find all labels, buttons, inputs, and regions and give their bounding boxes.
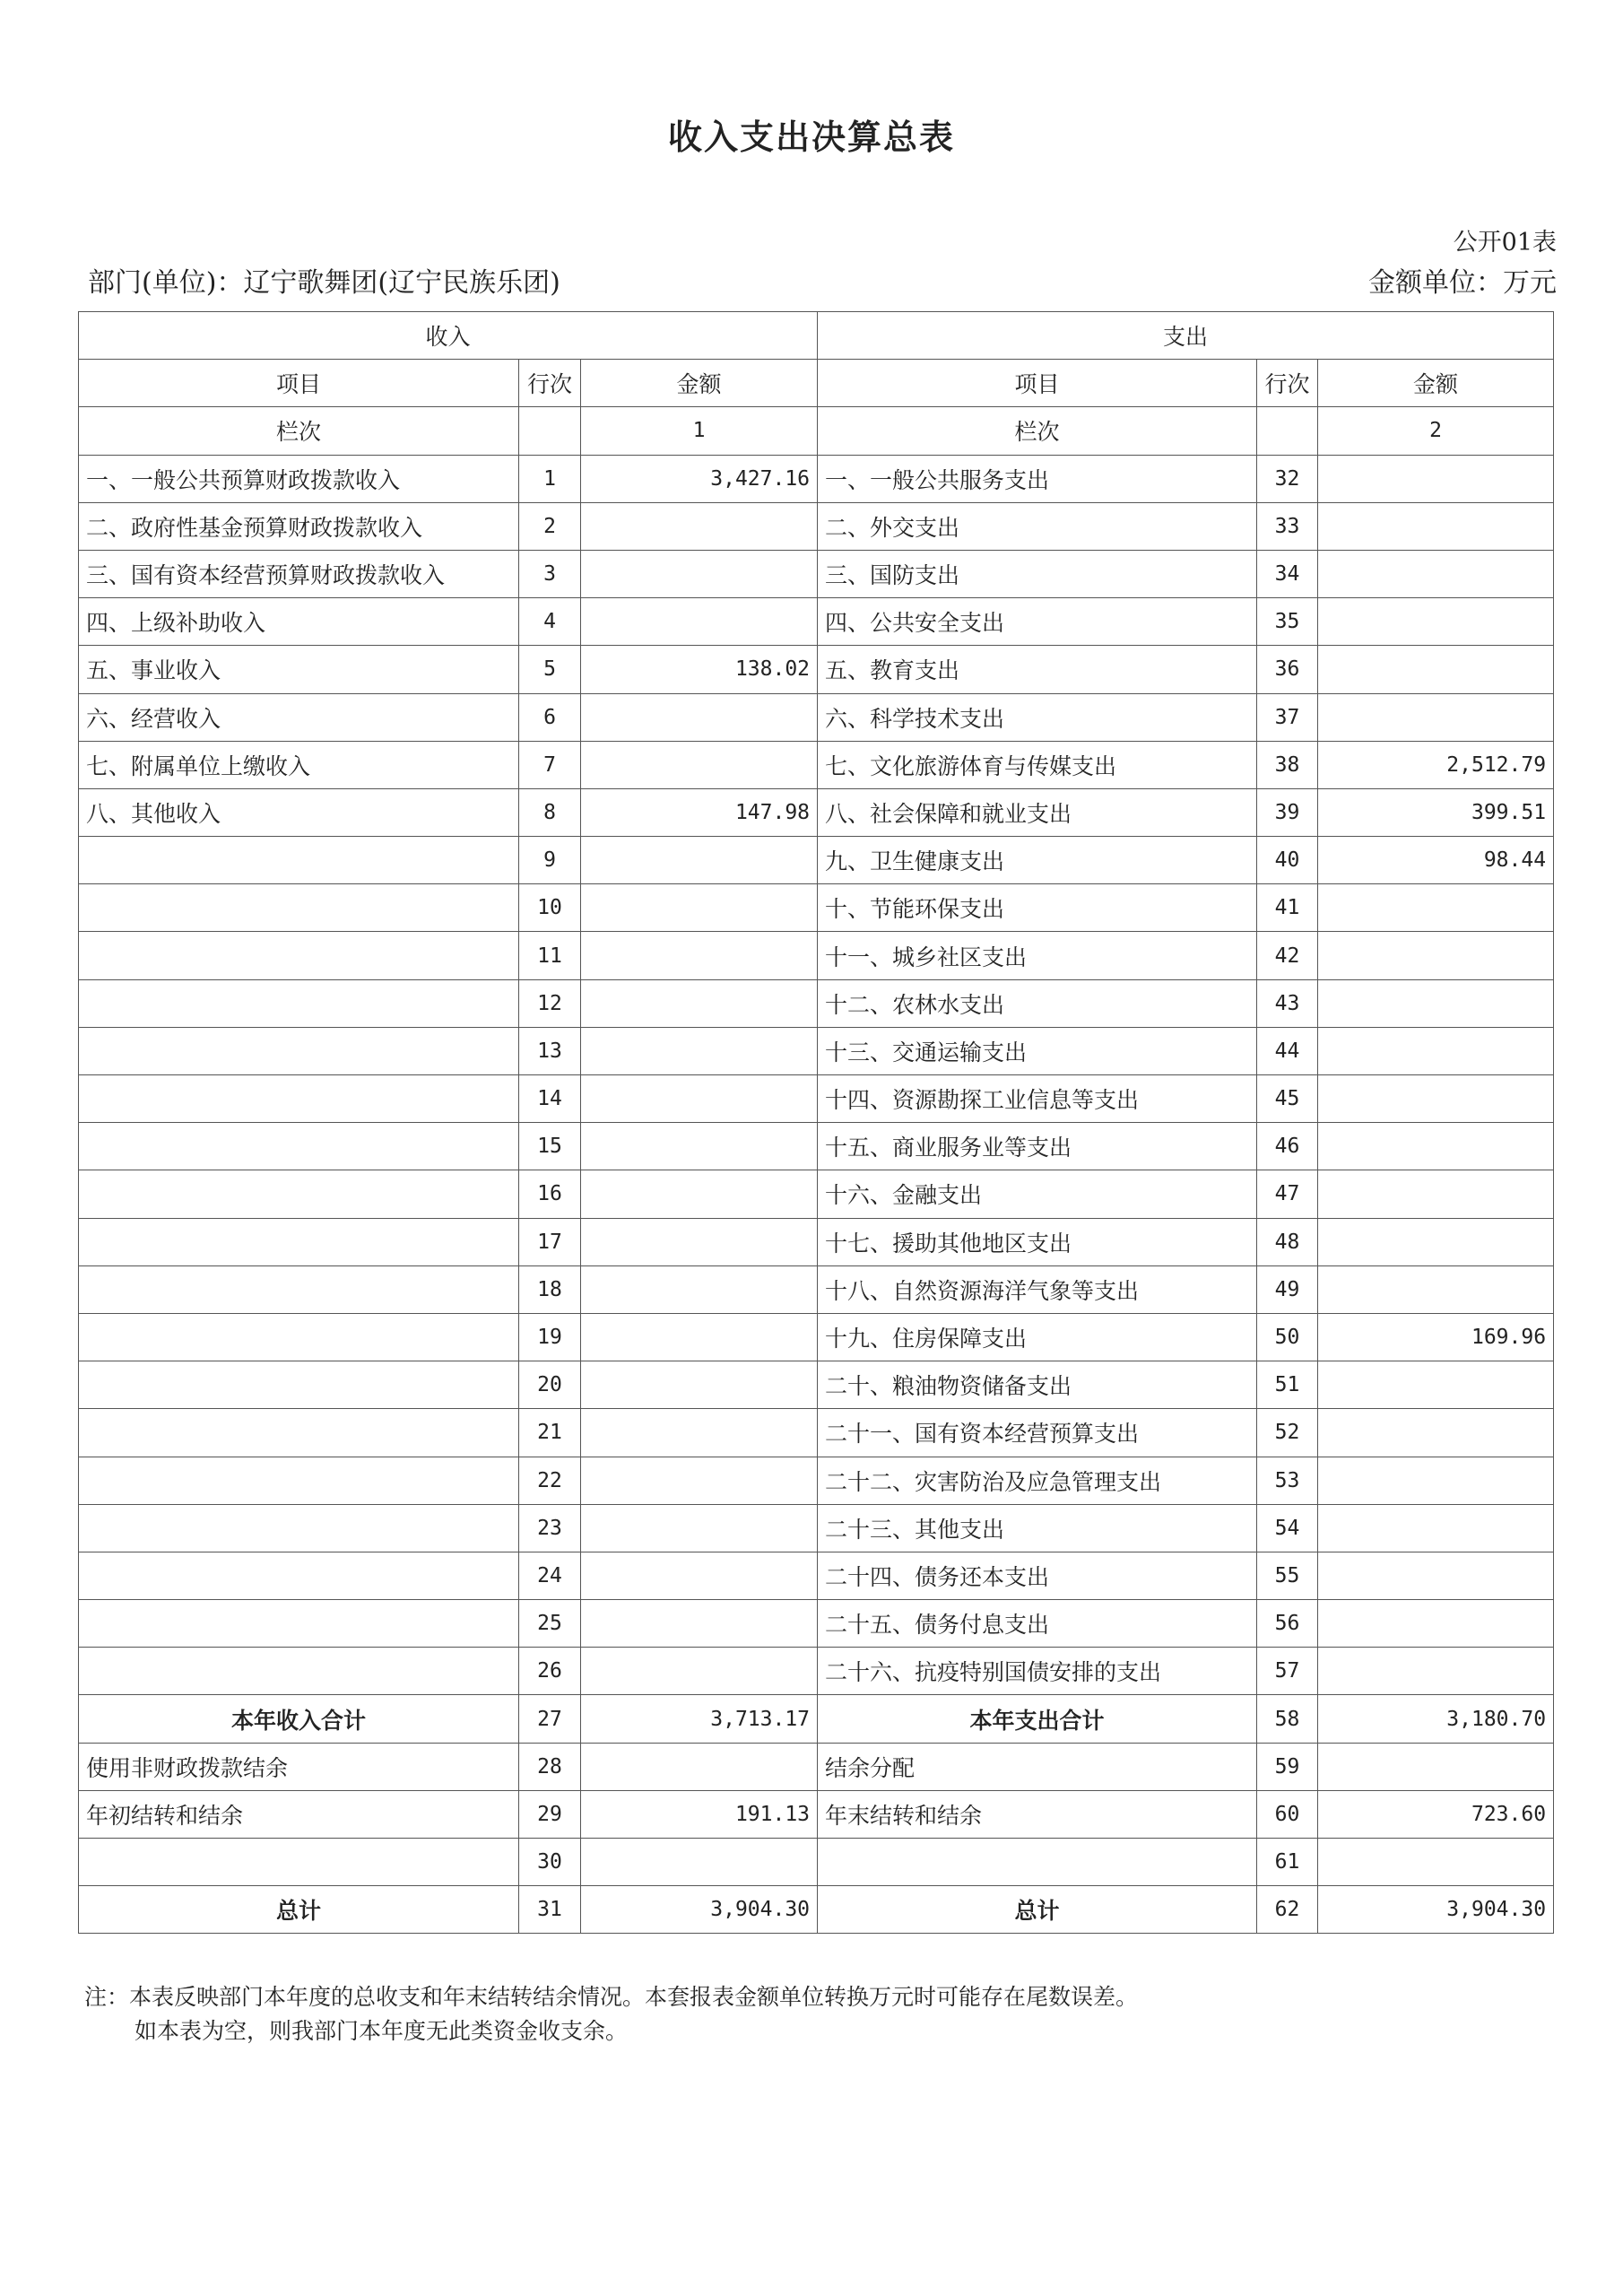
expense-item-cell: 二十一、国有资本经营预算支出 bbox=[818, 1409, 1257, 1457]
table-row bbox=[79, 837, 1554, 884]
table-row bbox=[79, 455, 1554, 502]
expense-item-cell: 十六、金融支出 bbox=[818, 1170, 1257, 1218]
expense-rowno-cell: 53 bbox=[1257, 1457, 1318, 1504]
income-item-cell bbox=[79, 1648, 519, 1695]
expense-rowno-cell: 32 bbox=[1257, 455, 1318, 502]
subtotal-row bbox=[79, 1695, 1554, 1743]
income-item-cell bbox=[79, 1313, 519, 1361]
income-item-cell bbox=[79, 1409, 519, 1457]
expense-amount-cell bbox=[1318, 1123, 1554, 1170]
expense-amount-cell bbox=[1318, 598, 1554, 646]
income-item-cell bbox=[79, 1457, 519, 1504]
expense-amount-cell: 98.44 bbox=[1318, 837, 1554, 884]
expense-item-cell: 十七、援助其他地区支出 bbox=[818, 1218, 1257, 1265]
income-item-cell bbox=[79, 979, 519, 1027]
expense-amount-cell bbox=[1318, 646, 1554, 693]
income-rowno-cell: 25 bbox=[519, 1600, 581, 1648]
table-row bbox=[79, 1409, 1554, 1457]
income-column-index: 1 bbox=[581, 407, 818, 455]
expense-item-cell: 二十、粮油物资储备支出 bbox=[818, 1361, 1257, 1409]
income-item-cell: 四、上级补助收入 bbox=[79, 598, 519, 646]
expense-rowno-cell: 59 bbox=[1257, 1743, 1318, 1790]
expense-rowno-cell: 55 bbox=[1257, 1552, 1318, 1599]
table-row bbox=[79, 884, 1554, 932]
expense-column-index: 2 bbox=[1318, 407, 1554, 455]
table-row bbox=[79, 1839, 1554, 1886]
income-item-cell: 六、经营收入 bbox=[79, 693, 519, 741]
income-amount-cell bbox=[581, 1504, 818, 1552]
income-amount-header: 金额 bbox=[581, 360, 818, 407]
expense-total-label: 总计 bbox=[818, 1886, 1257, 1934]
income-amount-cell bbox=[581, 1361, 818, 1409]
income-rowno-cell: 27 bbox=[519, 1695, 581, 1743]
income-amount-cell bbox=[581, 741, 818, 788]
income-rowno-cell: 24 bbox=[519, 1552, 581, 1599]
expense-item-cell: 二十五、债务付息支出 bbox=[818, 1600, 1257, 1648]
expense-item-cell: 十九、住房保障支出 bbox=[818, 1313, 1257, 1361]
table-row bbox=[79, 1075, 1554, 1123]
expense-amount-cell bbox=[1318, 1457, 1554, 1504]
expense-item-cell: 二十三、其他支出 bbox=[818, 1504, 1257, 1552]
expense-rowno-cell: 40 bbox=[1257, 837, 1318, 884]
income-amount-cell: 138.02 bbox=[581, 646, 818, 693]
income-amount-cell bbox=[581, 1313, 818, 1361]
expense-amount-cell bbox=[1318, 1648, 1554, 1695]
income-column-blank bbox=[519, 407, 581, 455]
expense-item-cell: 八、社会保障和就业支出 bbox=[818, 788, 1257, 836]
expense-rowno-cell: 34 bbox=[1257, 550, 1318, 597]
section-header-row bbox=[79, 312, 1554, 360]
income-amount-cell bbox=[581, 932, 818, 979]
income-total-amount: 3,713.17 bbox=[581, 1695, 818, 1743]
income-item-cell bbox=[79, 1075, 519, 1123]
income-amount-cell bbox=[581, 502, 818, 550]
table-row bbox=[79, 1457, 1554, 1504]
income-amount-cell bbox=[581, 979, 818, 1027]
income-amount-cell bbox=[581, 693, 818, 741]
income-item-cell bbox=[79, 1123, 519, 1170]
expense-rowno-cell: 62 bbox=[1257, 1886, 1318, 1934]
expense-item-cell: 十五、商业服务业等支出 bbox=[818, 1123, 1257, 1170]
expense-rowno-cell: 56 bbox=[1257, 1600, 1318, 1648]
income-rowno-cell: 17 bbox=[519, 1218, 581, 1265]
expense-amount-cell bbox=[1318, 979, 1554, 1027]
income-rowno-cell: 26 bbox=[519, 1648, 581, 1695]
income-amount-cell: 147.98 bbox=[581, 788, 818, 836]
expense-rowno-cell: 58 bbox=[1257, 1695, 1318, 1743]
expense-item-cell: 七、文化旅游体育与传媒支出 bbox=[818, 741, 1257, 788]
expense-rowno-header: 行次 bbox=[1257, 360, 1318, 407]
expense-rowno-cell: 45 bbox=[1257, 1075, 1318, 1123]
expense-amount-cell: 2,512.79 bbox=[1318, 741, 1554, 788]
expense-total-amount: 3,180.70 bbox=[1318, 1695, 1554, 1743]
income-rowno-cell: 9 bbox=[519, 837, 581, 884]
income-rowno-cell: 8 bbox=[519, 788, 581, 836]
income-amount-cell bbox=[581, 884, 818, 932]
income-amount-cell bbox=[581, 1552, 818, 1599]
expense-item-cell: 二十六、抗疫特别国债安排的支出 bbox=[818, 1648, 1257, 1695]
expense-rowno-cell: 41 bbox=[1257, 884, 1318, 932]
income-item-cell: 一、一般公共预算财政拨款收入 bbox=[79, 455, 519, 502]
expense-item-cell: 十三、交通运输支出 bbox=[818, 1027, 1257, 1074]
expense-rowno-cell: 46 bbox=[1257, 1123, 1318, 1170]
expense-item-cell: 四、公共安全支出 bbox=[818, 598, 1257, 646]
income-rowno-cell: 18 bbox=[519, 1265, 581, 1313]
expense-item-cell: 十八、自然资源海洋气象等支出 bbox=[818, 1265, 1257, 1313]
income-rowno-cell: 20 bbox=[519, 1361, 581, 1409]
expense-item-cell: 二、外交支出 bbox=[818, 502, 1257, 550]
income-item-header: 项目 bbox=[79, 360, 519, 407]
income-rowno-cell: 16 bbox=[519, 1170, 581, 1218]
income-rowno-cell: 31 bbox=[519, 1886, 581, 1934]
expense-item-cell: 十一、城乡社区支出 bbox=[818, 932, 1257, 979]
income-rowno-cell: 4 bbox=[519, 598, 581, 646]
expense-rowno-cell: 48 bbox=[1257, 1218, 1318, 1265]
income-rowno-cell: 11 bbox=[519, 932, 581, 979]
table-row bbox=[79, 693, 1554, 741]
table-row bbox=[79, 741, 1554, 788]
income-item-cell: 五、事业收入 bbox=[79, 646, 519, 693]
department-label: 部门(单位)：辽宁歌舞团(辽宁民族乐团) bbox=[88, 267, 560, 299]
expense-amount-cell bbox=[1318, 1504, 1554, 1552]
expense-rowno-cell: 37 bbox=[1257, 693, 1318, 741]
column-header-row bbox=[79, 360, 1554, 407]
income-item-cell bbox=[79, 1552, 519, 1599]
income-item-cell bbox=[79, 1600, 519, 1648]
table-row bbox=[79, 1648, 1554, 1695]
footnote bbox=[84, 1980, 1138, 2048]
income-rowno-cell: 29 bbox=[519, 1790, 581, 1838]
income-amount-cell bbox=[581, 1123, 818, 1170]
expense-rowno-cell: 52 bbox=[1257, 1409, 1318, 1457]
income-amount-cell bbox=[581, 1600, 818, 1648]
income-amount-cell: 3,427.16 bbox=[581, 455, 818, 502]
expense-amount-cell bbox=[1318, 1409, 1554, 1457]
expense-item-cell: 五、教育支出 bbox=[818, 646, 1257, 693]
expense-rowno-cell: 33 bbox=[1257, 502, 1318, 550]
income-rowno-cell: 19 bbox=[519, 1313, 581, 1361]
expense-amount-cell bbox=[1318, 1743, 1554, 1790]
expense-rowno-cell: 44 bbox=[1257, 1027, 1318, 1074]
income-amount-cell bbox=[581, 550, 818, 597]
expense-item-cell: 十四、资源勘探工业信息等支出 bbox=[818, 1075, 1257, 1123]
income-amount-cell bbox=[581, 1027, 818, 1074]
expense-amount-cell: 723.60 bbox=[1318, 1790, 1554, 1838]
footnote-line-1: 注：本表反映部门本年度的总收支和年末结转结余情况。本套报表金额单位转换万元时可能存在尾数误差。 bbox=[84, 1984, 1139, 2010]
income-item-cell: 七、附属单位上缴收入 bbox=[79, 741, 519, 788]
expense-rowno-cell: 49 bbox=[1257, 1265, 1318, 1313]
expense-rowno-cell: 43 bbox=[1257, 979, 1318, 1027]
expense-rowno-cell: 38 bbox=[1257, 741, 1318, 788]
form-code: 公开01表 bbox=[1453, 229, 1557, 257]
expense-item-cell: 三、国防支出 bbox=[818, 550, 1257, 597]
income-rowno-cell: 30 bbox=[519, 1839, 581, 1886]
expense-amount-header: 金额 bbox=[1318, 360, 1554, 407]
income-amount-cell bbox=[581, 1075, 818, 1123]
table-row bbox=[79, 1265, 1554, 1313]
income-item-cell bbox=[79, 1170, 519, 1218]
income-amount-cell bbox=[581, 1265, 818, 1313]
income-rowno-cell: 10 bbox=[519, 884, 581, 932]
income-item-cell bbox=[79, 932, 519, 979]
income-amount-cell bbox=[581, 1170, 818, 1218]
expense-rowno-cell: 61 bbox=[1257, 1839, 1318, 1886]
expense-total-amount: 3,904.30 bbox=[1318, 1886, 1554, 1934]
table-row bbox=[79, 979, 1554, 1027]
income-item-cell bbox=[79, 1504, 519, 1552]
income-rowno-cell: 14 bbox=[519, 1075, 581, 1123]
expense-rowno-cell: 57 bbox=[1257, 1648, 1318, 1695]
expense-amount-cell bbox=[1318, 884, 1554, 932]
income-rowno-cell: 1 bbox=[519, 455, 581, 502]
income-rowno-cell: 22 bbox=[519, 1457, 581, 1504]
expense-item-cell: 六、科学技术支出 bbox=[818, 693, 1257, 741]
expense-rowno-cell: 51 bbox=[1257, 1361, 1318, 1409]
expense-column-label: 栏次 bbox=[818, 407, 1257, 455]
income-rowno-cell: 2 bbox=[519, 502, 581, 550]
table-row bbox=[79, 1600, 1554, 1648]
income-item-cell: 使用非财政拨款结余 bbox=[79, 1743, 519, 1790]
income-rowno-cell: 15 bbox=[519, 1123, 581, 1170]
income-amount-cell: 191.13 bbox=[581, 1790, 818, 1838]
expense-item-cell: 十二、农林水支出 bbox=[818, 979, 1257, 1027]
expense-amount-cell bbox=[1318, 502, 1554, 550]
income-item-cell bbox=[79, 1218, 519, 1265]
income-total-amount: 3,904.30 bbox=[581, 1886, 818, 1934]
table-row bbox=[79, 1361, 1554, 1409]
table-row bbox=[79, 1170, 1554, 1218]
income-item-cell bbox=[79, 1265, 519, 1313]
expense-amount-cell bbox=[1318, 1170, 1554, 1218]
income-item-cell bbox=[79, 884, 519, 932]
income-amount-cell bbox=[581, 1743, 818, 1790]
table-row bbox=[79, 550, 1554, 597]
expense-amount-cell bbox=[1318, 455, 1554, 502]
expense-amount-cell bbox=[1318, 1265, 1554, 1313]
income-rowno-cell: 12 bbox=[519, 979, 581, 1027]
expense-amount-cell bbox=[1318, 1552, 1554, 1599]
expense-amount-cell: 169.96 bbox=[1318, 1313, 1554, 1361]
expense-section-header: 支出 bbox=[818, 312, 1554, 360]
income-item-cell: 年初结转和结余 bbox=[79, 1790, 519, 1838]
table-row bbox=[79, 1504, 1554, 1552]
income-amount-cell bbox=[581, 837, 818, 884]
income-rowno-cell: 28 bbox=[519, 1743, 581, 1790]
income-expense-table bbox=[78, 311, 1554, 1934]
table-row bbox=[79, 1218, 1554, 1265]
table-row bbox=[79, 502, 1554, 550]
expense-amount-cell bbox=[1318, 1075, 1554, 1123]
income-rowno-cell: 23 bbox=[519, 1504, 581, 1552]
expense-amount-cell bbox=[1318, 1361, 1554, 1409]
table-row bbox=[79, 1790, 1554, 1838]
income-amount-cell bbox=[581, 1839, 818, 1886]
table-body bbox=[79, 312, 1554, 1934]
expense-rowno-cell: 50 bbox=[1257, 1313, 1318, 1361]
table-row bbox=[79, 1027, 1554, 1074]
expense-rowno-cell: 54 bbox=[1257, 1504, 1318, 1552]
income-rowno-cell: 3 bbox=[519, 550, 581, 597]
total-row bbox=[79, 1886, 1554, 1934]
income-rowno-cell: 21 bbox=[519, 1409, 581, 1457]
income-amount-cell bbox=[581, 1648, 818, 1695]
income-item-cell: 八、其他收入 bbox=[79, 788, 519, 836]
expense-rowno-cell: 42 bbox=[1257, 932, 1318, 979]
table-row bbox=[79, 788, 1554, 836]
expense-rowno-cell: 60 bbox=[1257, 1790, 1318, 1838]
income-total-label: 总计 bbox=[79, 1886, 519, 1934]
income-item-cell: 二、政府性基金预算财政拨款收入 bbox=[79, 502, 519, 550]
expense-amount-cell bbox=[1318, 693, 1554, 741]
income-item-cell bbox=[79, 1361, 519, 1409]
expense-rowno-cell: 47 bbox=[1257, 1170, 1318, 1218]
table-row bbox=[79, 1743, 1554, 1790]
expense-item-cell: 二十四、债务还本支出 bbox=[818, 1552, 1257, 1599]
income-total-label: 本年收入合计 bbox=[79, 1695, 519, 1743]
expense-amount-cell bbox=[1318, 932, 1554, 979]
table-row bbox=[79, 932, 1554, 979]
expense-item-cell bbox=[818, 1839, 1257, 1886]
expense-column-blank bbox=[1257, 407, 1318, 455]
income-amount-cell bbox=[581, 1218, 818, 1265]
income-item-cell bbox=[79, 1027, 519, 1074]
expense-rowno-cell: 35 bbox=[1257, 598, 1318, 646]
expense-amount-cell: 399.51 bbox=[1318, 788, 1554, 836]
income-item-cell bbox=[79, 1839, 519, 1886]
table-row bbox=[79, 1123, 1554, 1170]
expense-item-cell: 二十二、灾害防治及应急管理支出 bbox=[818, 1457, 1257, 1504]
footnote-line-2: 如本表为空，则我部门本年度无此类资金收支余。 bbox=[135, 2018, 629, 2044]
table-row bbox=[79, 1313, 1554, 1361]
expense-item-header: 项目 bbox=[818, 360, 1257, 407]
income-amount-cell bbox=[581, 1409, 818, 1457]
page-title: 收入支出决算总表 bbox=[667, 117, 955, 157]
income-item-cell bbox=[79, 837, 519, 884]
income-rowno-cell: 5 bbox=[519, 646, 581, 693]
expense-amount-cell bbox=[1318, 550, 1554, 597]
income-item-cell: 三、国有资本经营预算财政拨款收入 bbox=[79, 550, 519, 597]
income-section-header: 收入 bbox=[79, 312, 818, 360]
expense-amount-cell bbox=[1318, 1027, 1554, 1074]
expense-item-cell: 九、卫生健康支出 bbox=[818, 837, 1257, 884]
income-rowno-cell: 7 bbox=[519, 741, 581, 788]
expense-amount-cell bbox=[1318, 1839, 1554, 1886]
table-row bbox=[79, 1552, 1554, 1599]
income-rowno-cell: 6 bbox=[519, 693, 581, 741]
amount-unit-label: 金额单位：万元 bbox=[1368, 267, 1557, 299]
expense-item-cell: 十、节能环保支出 bbox=[818, 884, 1257, 932]
income-rowno-cell: 13 bbox=[519, 1027, 581, 1074]
table-row bbox=[79, 646, 1554, 693]
expense-item-cell: 年末结转和结余 bbox=[818, 1790, 1257, 1838]
expense-item-cell: 一、一般公共服务支出 bbox=[818, 455, 1257, 502]
expense-rowno-cell: 39 bbox=[1257, 788, 1318, 836]
income-amount-cell bbox=[581, 598, 818, 646]
column-index-row bbox=[79, 407, 1554, 455]
expense-amount-cell bbox=[1318, 1600, 1554, 1648]
income-column-label: 栏次 bbox=[79, 407, 519, 455]
expense-rowno-cell: 36 bbox=[1257, 646, 1318, 693]
income-rowno-header: 行次 bbox=[519, 360, 581, 407]
income-amount-cell bbox=[581, 1457, 818, 1504]
table-row bbox=[79, 598, 1554, 646]
expense-amount-cell bbox=[1318, 1218, 1554, 1265]
expense-total-label: 本年支出合计 bbox=[818, 1695, 1257, 1743]
expense-item-cell: 结余分配 bbox=[818, 1743, 1257, 1790]
